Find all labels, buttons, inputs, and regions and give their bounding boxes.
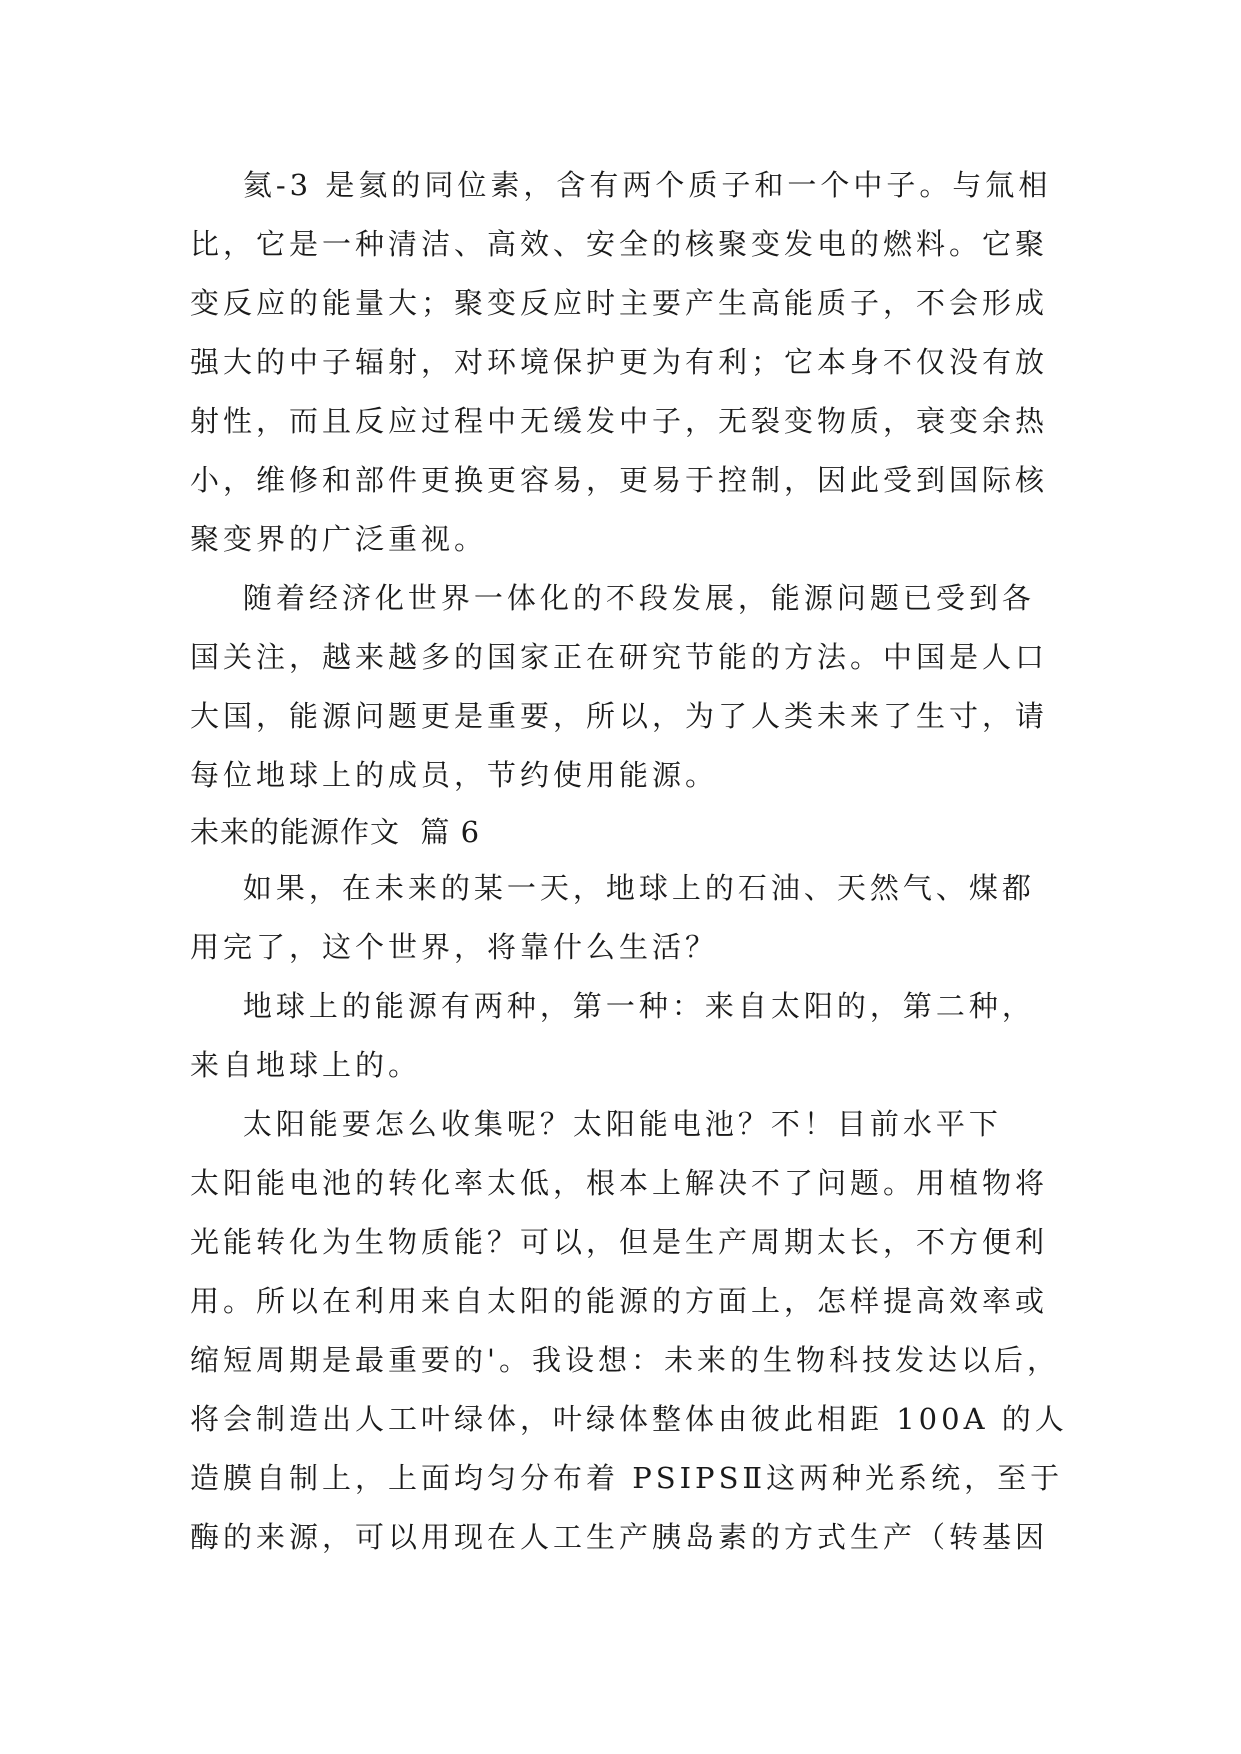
text-line: 变反应的能量大；聚变反应时主要产生高能质子，不会形成: [190, 286, 1049, 320]
text-line: 用。所以在利用来自太阳的能源的方面上，怎样提高效率或: [190, 1284, 1049, 1318]
text-line: 随着经济化世界一体化的不段发展，能源问题已受到各: [190, 581, 1035, 615]
text-line: 每位地球上的成员，节约使用能源。: [190, 758, 719, 792]
paragraph: [190, 569, 1050, 805]
text-line: 氦-3 是氦的同位素，含有两个质子和一个中子。与氚相: [190, 168, 1052, 202]
text-line: 用完了，这个世界，将靠什么生活？: [190, 930, 719, 964]
text-line: 大国，能源问题更是重要，所以，为了人类未来了生寸，请: [190, 699, 1049, 733]
text-line: 将会制造出人工叶绿体，叶绿体整体由彼此相距 100A 的人: [190, 1402, 1068, 1436]
text-line: 缩短周期是最重要的'。我设想：未来的生物科技发达以后，: [190, 1343, 1060, 1377]
text-line: 太阳能电池的转化率太低，根本上解决不了问题。用植物将: [190, 1166, 1049, 1200]
text-line: 来自地球上的。: [190, 1048, 422, 1082]
text-line: 光能转化为生物质能？可以，但是生产周期太长，不方便利: [190, 1225, 1049, 1259]
text-line: 造膜自制上，上面均匀分布着 PSIPSⅡ这两种光系统，至于: [190, 1461, 1064, 1495]
text-line: 比，它是一种清洁、高效、安全的核聚变发电的燃料。它聚: [190, 227, 1049, 261]
text-line: 聚变界的广泛重视。: [190, 522, 488, 556]
section-heading: 未来的能源作文 篇 6: [190, 815, 481, 849]
paragraph: [190, 977, 1050, 1095]
paragraph: [190, 859, 1050, 977]
document-body: [190, 156, 1068, 1567]
text-line: 如果，在未来的某一天，地球上的石油、天然气、煤都: [190, 871, 1035, 905]
text-line: 地球上的能源有两种，第一种：来自太阳的，第二种，: [190, 989, 1035, 1023]
text-line: 酶的来源，可以用现在人工生产胰岛素的方式生产（转基因: [190, 1520, 1049, 1554]
text-line: 太阳能要怎么收集呢？太阳能电池？不！目前水平下: [190, 1107, 1002, 1141]
paragraph: [190, 156, 1050, 569]
text-line: 射性，而且反应过程中无缓发中子，无裂变物质，衰变余热: [190, 404, 1049, 438]
text-line: 国关注，越来越多的国家正在研究节能的方法。中国是人口: [190, 640, 1049, 674]
text-line: 强大的中子辐射，对环境保护更为有利；它本身不仅没有放: [190, 345, 1049, 379]
text-line: 小，维修和部件更换更容易，更易于控制，因此受到国际核: [190, 463, 1049, 497]
paragraph: [190, 1095, 1068, 1567]
